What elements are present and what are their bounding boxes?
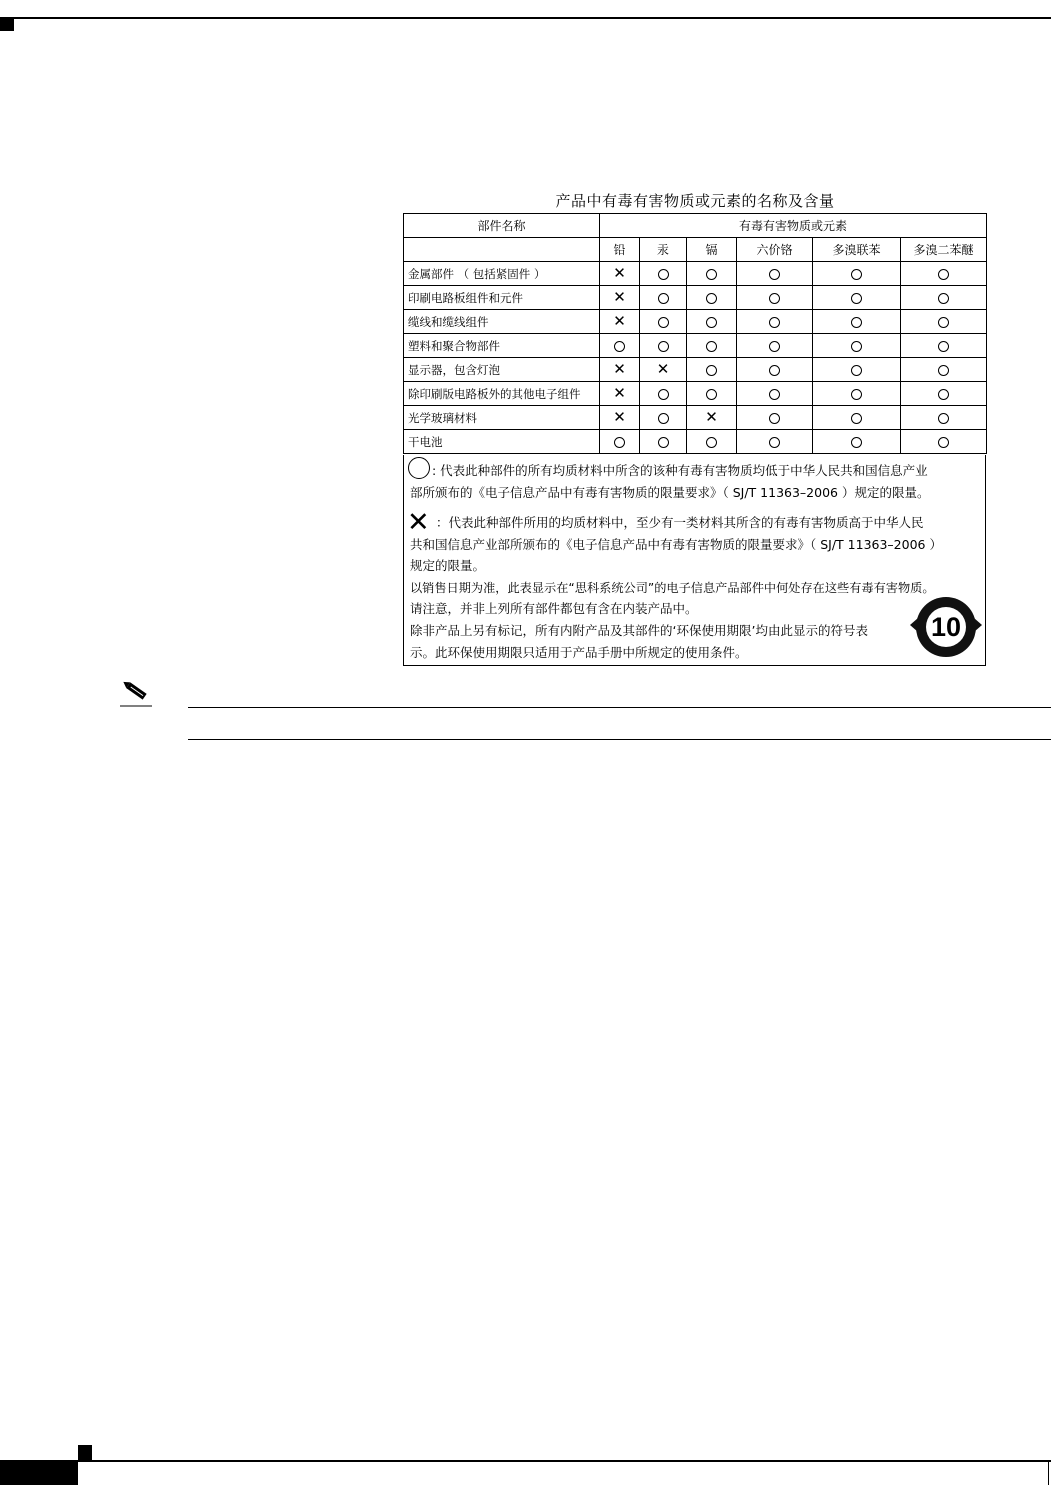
substance-mark-cell <box>813 286 901 310</box>
table-row <box>404 406 987 430</box>
substance-mark-cell <box>901 310 987 334</box>
circle-mark-icon <box>658 293 669 304</box>
substance-mark-cell <box>737 406 813 430</box>
part-name-cell: 金属部件 （ 包括紧固件 ） <box>404 262 600 286</box>
circle-mark-icon <box>938 389 949 400</box>
substance-mark-cell <box>640 406 687 430</box>
cross-legend-icon: ✕ <box>407 507 430 538</box>
substance-mark-cell <box>687 430 737 454</box>
circle-mark-icon <box>769 437 780 448</box>
circle-mark-icon <box>938 293 949 304</box>
note-o-line-1: : 代表此种部件的所有均质材料中所含的该种有毒有害物质均低于中华人民共和国信息产业 <box>432 463 928 478</box>
substance-mark-cell <box>813 310 901 334</box>
circle-mark-icon <box>851 389 862 400</box>
substance-mark-cell <box>600 406 640 430</box>
substance-mark-cell <box>737 262 813 286</box>
substance-mark-cell <box>640 310 687 334</box>
circle-mark-icon <box>938 317 949 328</box>
substance-mark-cell <box>687 310 737 334</box>
table-row <box>404 382 987 406</box>
substance-mark-cell <box>640 286 687 310</box>
circle-mark-icon <box>938 341 949 352</box>
circle-mark-icon <box>938 437 949 448</box>
circle-mark-icon <box>769 317 780 328</box>
circle-mark-icon <box>658 269 669 280</box>
table-row <box>404 334 987 358</box>
note-sales-line-2: 请注意，并非上列所有部件都包有含在内装产品中。 <box>410 601 698 616</box>
table-body <box>404 262 987 454</box>
circle-mark-icon <box>658 389 669 400</box>
circle-mark-icon <box>938 365 949 376</box>
circle-mark-icon <box>614 341 625 352</box>
table-row <box>404 430 987 454</box>
substance-mark-cell <box>640 262 687 286</box>
table-row <box>404 310 987 334</box>
circle-mark-icon <box>851 293 862 304</box>
substance-mark-cell <box>687 358 737 382</box>
circle-mark-icon <box>851 317 862 328</box>
substance-mark-cell <box>813 406 901 430</box>
cross-mark-icon: ✕ <box>613 288 626 306</box>
substance-pbde: 多溴二苯醚 <box>901 238 987 262</box>
circle-mark-icon <box>769 413 780 424</box>
circle-mark-icon <box>706 269 717 280</box>
substance-mark-cell <box>737 310 813 334</box>
substance-mercury: 汞 <box>640 238 687 262</box>
circle-mark-icon <box>658 437 669 448</box>
circle-mark-icon <box>851 437 862 448</box>
note-top-rule <box>188 707 1051 708</box>
substance-mark-cell <box>600 310 640 334</box>
note-epup-line-1: 除非产品上另有标记，所有内附产品及其部件的‘环保使用期限’均由此显示的符号表 <box>410 623 868 638</box>
page-top-rule <box>0 17 1051 19</box>
substance-cadmium: 镉 <box>687 238 737 262</box>
circle-mark-icon <box>658 413 669 424</box>
substance-mark-cell <box>737 382 813 406</box>
pencil-note-icon <box>118 678 156 708</box>
note-epup-line-2: 示。此环保使用期限只适用于产品手册中所规定的使用条件。 <box>410 645 748 660</box>
cross-mark-icon: ✕ <box>705 408 718 426</box>
circle-mark-icon <box>658 317 669 328</box>
table-row <box>404 358 987 382</box>
note-sales-line-1: 以销售日期为准，此表显示在“思科系统公司”的电子信息产品部件中何处存在这些有毒有害物质。 <box>410 581 935 595</box>
part-name-cell: 印刷电路板组件和元件 <box>404 286 600 310</box>
circle-mark-icon <box>938 413 949 424</box>
substance-group-header: 有毒有害物质或元素 <box>600 214 987 238</box>
cross-mark-icon: ✕ <box>613 360 626 378</box>
circle-mark-icon <box>769 269 780 280</box>
substance-mark-cell <box>687 406 737 430</box>
substance-mark-cell <box>600 382 640 406</box>
substance-mark-cell <box>640 334 687 358</box>
substance-mark-cell <box>813 430 901 454</box>
table-row <box>404 262 987 286</box>
circle-mark-icon <box>706 389 717 400</box>
circle-mark-icon <box>851 413 862 424</box>
figure-title: 产品中有毒有害物质或元素的名称及含量 <box>555 192 835 210</box>
circle-mark-icon <box>769 389 780 400</box>
substance-mark-cell <box>640 382 687 406</box>
part-name-cell: 塑料和聚合物部件 <box>404 334 600 358</box>
substance-mark-cell <box>813 358 901 382</box>
substance-mark-cell <box>813 262 901 286</box>
part-name-cell: 除印刷版电路板外的其他电子组件 <box>404 382 600 406</box>
substance-mark-cell <box>737 358 813 382</box>
footer-tab-marker <box>78 1445 92 1460</box>
blank-header-cell <box>404 238 600 262</box>
part-name-cell: 缆线和缆线组件 <box>404 310 600 334</box>
footer-page-block <box>0 1462 78 1485</box>
part-name-cell: 光学玻璃材料 <box>404 406 600 430</box>
substance-mark-cell <box>687 262 737 286</box>
substance-mark-cell <box>901 334 987 358</box>
circle-mark-icon <box>658 341 669 352</box>
circle-mark-icon <box>769 365 780 376</box>
part-name-header: 部件名称 <box>404 214 600 238</box>
circle-mark-icon <box>614 437 625 448</box>
substance-mark-cell <box>813 334 901 358</box>
substance-mark-cell <box>640 430 687 454</box>
substance-mark-cell <box>687 382 737 406</box>
substance-mark-cell <box>687 334 737 358</box>
cross-mark-icon: ✕ <box>656 360 670 378</box>
circle-mark-icon <box>938 269 949 280</box>
substance-mark-cell <box>737 430 813 454</box>
note-bottom-rule <box>188 739 1051 740</box>
circle-mark-icon <box>851 365 862 376</box>
substance-mark-cell <box>600 430 640 454</box>
circle-mark-icon <box>851 269 862 280</box>
substance-mark-cell <box>813 382 901 406</box>
substance-mark-cell <box>600 358 640 382</box>
substance-pbb: 多溴联苯 <box>813 238 901 262</box>
circle-mark-icon <box>769 293 780 304</box>
circle-mark-icon <box>706 365 717 376</box>
note-x-line-1: ：代表此种部件所用的均质材料中，至少有一类材料其所含的有毒有害物质高于中华人民 <box>436 515 924 530</box>
table-notes <box>403 455 986 666</box>
footer-right-tick <box>1048 1460 1049 1485</box>
substance-lead: 铅 <box>600 238 640 262</box>
circle-mark-icon <box>769 341 780 352</box>
circle-mark-icon <box>706 293 717 304</box>
part-name-cell: 显示器，包含灯泡 <box>404 358 600 382</box>
cross-mark-icon: ✕ <box>613 408 626 426</box>
substance-hexavalent-chromium: 六价铬 <box>737 238 813 262</box>
epup-left-arrow-icon <box>910 618 918 632</box>
part-name-cell: 干电池 <box>404 430 600 454</box>
substance-header-row <box>404 238 987 262</box>
substance-mark-cell <box>901 262 987 286</box>
epup-right-arrow-icon <box>974 618 982 632</box>
cross-mark-icon: ✕ <box>613 312 626 330</box>
substance-mark-cell <box>901 358 987 382</box>
substance-mark-cell <box>600 334 640 358</box>
page-corner-marker <box>0 19 14 31</box>
circle-mark-icon <box>706 437 717 448</box>
footer-rule <box>0 1460 1051 1462</box>
epup-number: 10 <box>926 607 966 647</box>
note-x-line-2: 共和国信息产业部所颁布的《电子信息产品中有毒有害物质的限量要求》（ SJ/T 11363–2006 ） <box>410 537 942 552</box>
substance-mark-cell <box>901 406 987 430</box>
circle-mark-icon <box>706 317 717 328</box>
substance-mark-cell <box>600 262 640 286</box>
hazardous-substances-table <box>403 213 987 454</box>
environment-protection-use-period-logo <box>916 597 976 657</box>
note-o-line-2: 部所颁布的《电子信息产品中有毒有害物质的限量要求》（ SJ/T 11363–2006 ）规定的限量。 <box>410 485 930 500</box>
substance-mark-cell <box>901 382 987 406</box>
cross-mark-icon: ✕ <box>613 384 626 402</box>
circle-mark-icon <box>851 341 862 352</box>
table-header-row <box>404 214 987 238</box>
substance-mark-cell <box>600 286 640 310</box>
note-x-line-3: 规定的限量。 <box>410 558 486 573</box>
table-row <box>404 286 987 310</box>
circle-mark-icon <box>706 341 717 352</box>
substance-mark-cell <box>640 358 687 382</box>
substance-mark-cell <box>737 286 813 310</box>
substance-mark-cell <box>901 286 987 310</box>
substance-mark-cell <box>737 334 813 358</box>
circle-legend-icon <box>408 457 430 479</box>
substance-mark-cell <box>687 286 737 310</box>
substance-mark-cell <box>901 430 987 454</box>
cross-mark-icon: ✕ <box>613 264 626 282</box>
